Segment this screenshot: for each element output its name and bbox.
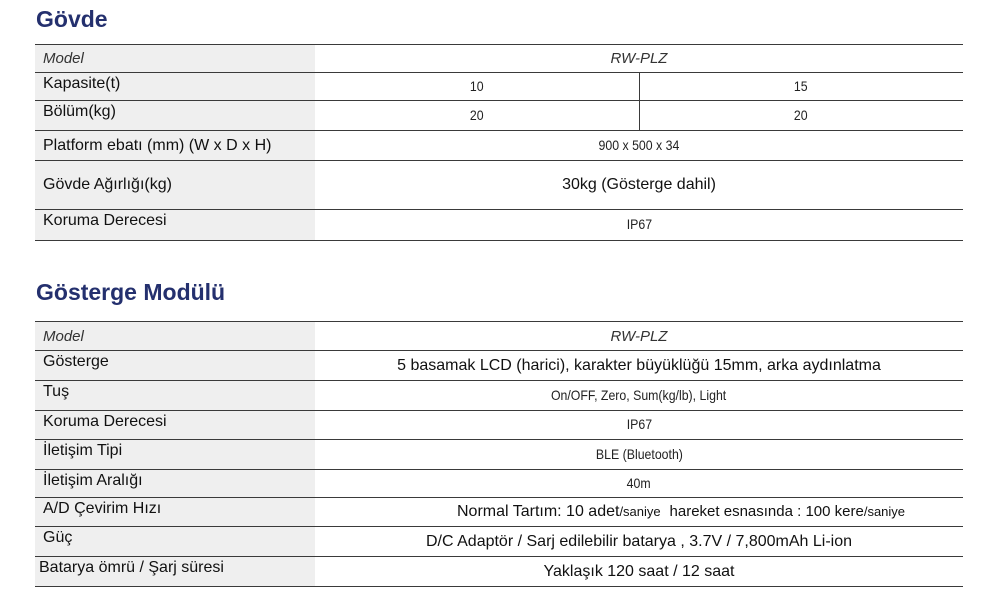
row-label-comm-range: İletişim Aralığı (35, 470, 315, 498)
row-label-ad-rate: A/D Çevirim Hızı (35, 498, 315, 527)
row-value-weight: 30kg (Gösterge dahil) (315, 161, 963, 210)
table-row (35, 131, 963, 161)
row-value-division-1 (315, 101, 639, 131)
row-value-model: RW-PLZ (315, 45, 963, 73)
table-row (35, 210, 963, 241)
section-title-module: Gösterge Modülü (36, 279, 226, 305)
row-value-protection (315, 210, 963, 241)
body-spec-table (35, 44, 963, 241)
row-value-comm-type (315, 440, 963, 470)
table-row (35, 101, 963, 131)
row-label-protection: Koruma Derecesi (35, 411, 315, 440)
row-value-capacity-1 (315, 73, 639, 101)
table-row (35, 351, 963, 381)
ad-motion-value: hareket esnasında : 100 kere (669, 503, 864, 520)
row-label-battery: Batarya ömrü / Şarj süresi (35, 557, 315, 587)
table-row (35, 73, 963, 101)
ad-motion-unit: /saniye (863, 504, 906, 519)
row-value-model: RW-PLZ (315, 322, 963, 351)
table-row (35, 440, 963, 470)
module-spec-table (35, 321, 963, 587)
table-row (35, 161, 963, 210)
division-value-1: 20 (469, 106, 484, 123)
row-value-ad-rate (315, 498, 963, 527)
capacity-value-2: 15 (794, 77, 809, 94)
row-label-capacity: Kapasite(t) (35, 73, 315, 101)
ad-normal-value: Normal Tartım: 10 adet (457, 503, 620, 520)
table-row (35, 322, 963, 351)
row-label-model: Model (35, 45, 315, 73)
table-row (35, 527, 963, 557)
division-value-2: 20 (794, 106, 809, 123)
row-label-comm-type: İletişim Tipi (35, 440, 315, 470)
table-row (35, 498, 963, 527)
row-label-model: Model (35, 322, 315, 351)
row-value-power: D/C Adaptör / Sarj edilebilir batarya , 3.7V / 7,800mAh Li-ion (315, 527, 963, 557)
row-value-comm-range (315, 470, 963, 498)
row-label-keys: Tuş (35, 381, 315, 411)
row-label-platform: Platform ebatı (mm) (W x D x H) (35, 131, 315, 161)
section-title-body: Gövde (36, 6, 108, 32)
row-value-platform (315, 131, 963, 161)
comm-range-value: 40m (627, 474, 651, 491)
protection-value: IP67 (626, 416, 652, 432)
platform-value: 900 x 500 x 34 (598, 136, 680, 153)
row-label-division: Bölüm(kg) (35, 101, 315, 131)
row-value-battery: Yaklaşık 120 saat / 12 saat (315, 557, 963, 587)
table-row (35, 470, 963, 498)
protection-value: IP67 (626, 216, 652, 232)
row-value-display: 5 basamak LCD (harici), karakter büyüklüğü 15mm, arka aydınlatma (315, 351, 963, 381)
comm-type-value: BLE (Bluetooth) (595, 445, 683, 462)
table-row (35, 381, 963, 411)
table-row (35, 557, 963, 587)
ad-normal-unit: /saniye (619, 504, 661, 519)
table-row (35, 411, 963, 440)
table-row (35, 45, 963, 73)
row-value-keys (315, 381, 963, 411)
row-value-protection (315, 411, 963, 440)
capacity-value-1: 10 (469, 77, 484, 94)
row-label-weight: Gövde Ağırlığı(kg) (35, 161, 315, 210)
keys-value: On/OFF, Zero, Sum(kg/lb), Light (551, 386, 727, 403)
row-value-capacity-2 (639, 73, 963, 101)
row-label-display: Gösterge (35, 351, 315, 381)
row-value-division-2 (639, 101, 963, 131)
row-label-protection: Koruma Derecesi (35, 210, 315, 241)
row-label-power: Güç (35, 527, 315, 557)
